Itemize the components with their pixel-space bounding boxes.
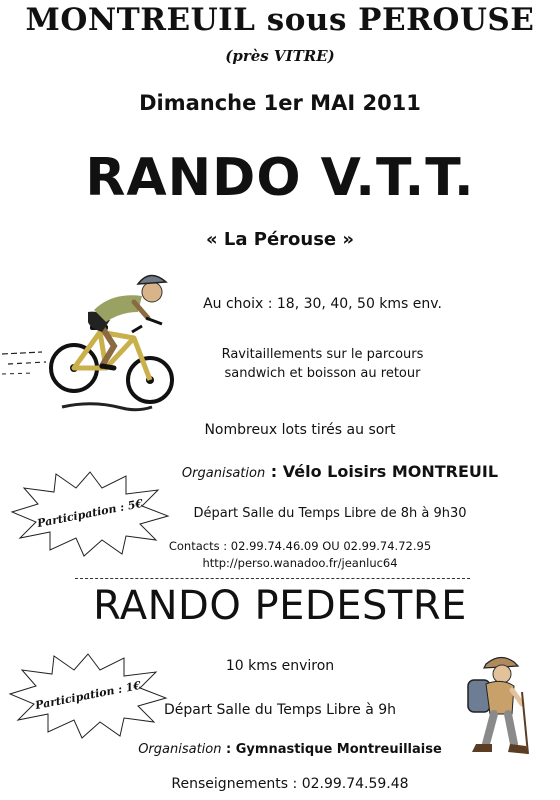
pedestre-participation-badge [8, 650, 168, 740]
organisation-name: Vélo Loisirs MONTREUIL [282, 462, 499, 481]
contact-phones: Contacts : 02.99.74.46.09 OU 02.99.74.72.95 [168, 539, 432, 553]
vtt-departure: Départ Salle du Temps Libre de 8h à 9h30 [193, 506, 467, 521]
vtt-organiser [160, 462, 520, 481]
organisation-separator: : [265, 462, 283, 481]
vtt-participation-text: Participation : 5€ [35, 496, 144, 530]
pedestre-info-phone: Renseignements : 02.99.74.59.48 [171, 776, 409, 792]
pedestre-departure: Départ Salle du Temps Libre à 9h [163, 702, 397, 718]
vtt-contacts [130, 538, 470, 572]
vtt-distances: Au choix : 18, 30, 40, 50 kms env. [203, 296, 442, 312]
near-subtitle: (près VITRE) [225, 47, 335, 65]
vtt-supplies [180, 345, 465, 383]
pedestre-organiser [130, 738, 450, 757]
pedestre-distance: 10 kms environ [225, 658, 335, 674]
vtt-title: RANDO V.T.T. [85, 148, 475, 208]
supply-line-2: sandwich et boisson au retour [224, 366, 421, 381]
organisation-name: Gymnastique Montreuillaise [235, 742, 442, 757]
town-heading: MONTREUIL sous PEROUSE [25, 2, 535, 38]
organisation-label: Organisation [138, 742, 222, 757]
pedestre-title: RANDO PEDESTRE [93, 583, 467, 629]
hiker-illustration [456, 652, 546, 760]
organisation-separator: : [221, 742, 236, 757]
event-date: Dimanche 1er MAI 2011 [139, 91, 421, 115]
supply-line-1: Ravitaillements sur le parcours [221, 347, 424, 362]
vtt-prize-draw: Nombreux lots tirés au sort [204, 422, 396, 438]
contact-url[interactable]: http://perso.wanadoo.fr/jeanluc64 [202, 556, 398, 570]
pedestre-participation-text: Participation : 1€ [33, 678, 142, 712]
cyclist-illustration [2, 262, 180, 422]
section-divider [75, 578, 470, 579]
organisation-label: Organisation [181, 466, 266, 481]
vtt-nickname: « La Pérouse » [205, 229, 355, 250]
